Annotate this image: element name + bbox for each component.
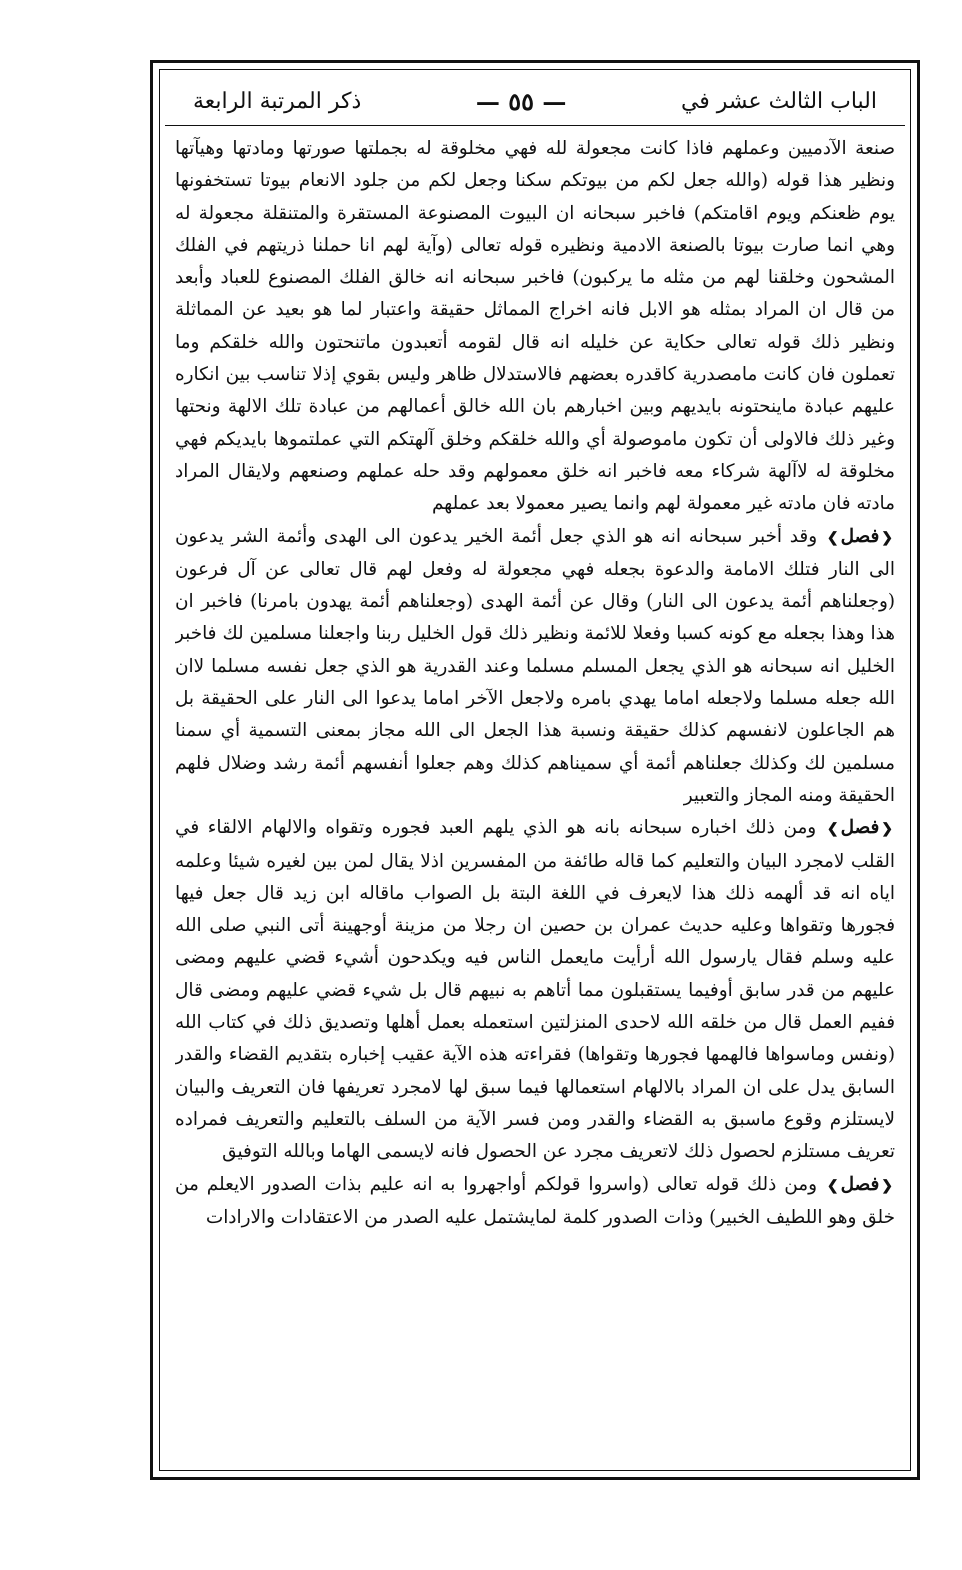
ornament-icon: ❮ bbox=[881, 529, 893, 546]
ornament-icon: ❯ bbox=[826, 529, 839, 546]
header-rule bbox=[165, 125, 905, 126]
section-marker bbox=[825, 526, 895, 547]
section-label: فصل bbox=[840, 525, 880, 547]
section bbox=[175, 1169, 895, 1235]
ornament-icon: ❮ bbox=[881, 1177, 893, 1194]
section-text: ومن ذلك قوله تعالى (واسروا قولكم أواجهروا به انه عليم بذات الصدور الايعلم من خلق وهو اللطيف الخبير) وذات الصدور كلمة لمايشتمل عليه الصدر من الاعتقادات والارادات bbox=[175, 1173, 895, 1228]
text-body bbox=[175, 133, 895, 1447]
paragraph: صنعة الآدميين وعملهم فاذا كانت مجعولة لله فهي مخلوقة له بجملتها صورتها ومادتها وهيآتها ونظير هذا قوله (والله جعل لكم من بيوتكم سكنا وجعل لكم من جلود الانعام بيوتا تستخفونها يوم ظعنكم ويوم اقامتكم) فاخبر سبحانه ان البيوت المصنوعة المستقرة والمتنقلة مجعولة له وهي انما صارت بيوتا بالصنعة الادمية ونظيره قوله تعالى (وآية لهم انا حملنا ذريتهم في الفلك المشحون وخلقنا لهم من مثله ما يركبون) فاخبر سبحانه انه خالق الفلك المصنوع للعباد وأبعد من قال ان المراد بمثله هو الابل فانه اخراج المماثل حقيقة واعتبار لما هو بعيد عن المماثلة ونظير ذلك قوله تعالى حكاية عن خليله انه قال لقومه أتعبدون ماتنحتون والله خلقكم وما تعملون فان كانت مامصدرية كاقدره بعضهم فالاستدلال ظاهر وليس بقوي إذلا تناسب بين انكاره عليهم عبادة ماينحتونه بايديهم وبين اخبارهم بان الله خالق أعمالهم من عبادة تلك الالهة ونحتها وغير ذلك فالاولى أن تكون ماموصولة أي والله خلقكم وخلق آلهتكم التي عملتموها بايديكم فهي مخلوقة له لاآلهة شركاء معه فاخبر انه خلق معمولهم وقد حله عملهم وصنعهم ولايقال المراد مادته فان مادته غير معمولة لهم وانما يصير معمولا بعد عملهم bbox=[175, 138, 895, 515]
ornament-icon: ❮ bbox=[881, 821, 893, 838]
section-marker bbox=[825, 1174, 895, 1195]
topic-title: ذكر المرتبة الرابعة bbox=[193, 88, 362, 114]
section-text: ومن ذلك اخباره سبحانه بانه هو الذي يلهم العبد فجوره وتقواه والالهام الالقاء في القلب لامجرد البيان والتعليم كما قاله طائفة من المفسرين اذلا يقال لمن بين لغيره شيئا وعلمه اياه انه قد ألهمه ذلك هذا لايعرف في اللغة البتة بل الصواب ماقاله ابن زيد قال جعل فيها فجورها وتقواها وعليه حديث عمران بن حصين ان رجلا من مزينة أوجهينة أتى النبي صلى الله عليه وسلم فقال يارسول الله أرأيت مايعمل الناس فيه ويكدحون أشيء قضي عليهم ومضى عليهم من قدر سابق أوفيما يستقبلون مما أتاهم به نبيهم قال بل شيء قضي عليهم ومضى قال ففيم العمل قال من خلقه الله لاحدى المنزلتين استعمله بعمل أهلها وتصديق ذلك في كتاب الله (ونفس وماسواها فالهمها فجورها وتقواها) فقراءته هذه الآية عقيب إخباره بتقديم القضاء والقدر السابق يدل على ان المراد بالالهام استعمالها فيما سبق لها لامجرد تعريفها فان التعريف والبيان لايستلزم وقوع ماسبق به القضاء والقدر ومن فسر الآية من السلف بالتعليم والتعريف فمراده تعريف مستلزم لحصول ذلك لاتعريف مجرد عن الحصول فانه لايسمى الهاما وبالله التوفيق bbox=[175, 817, 895, 1163]
ornament-icon: ❯ bbox=[826, 821, 839, 838]
page-frame bbox=[150, 60, 920, 1480]
section-label: فصل bbox=[840, 817, 880, 839]
ornament-icon: ❯ bbox=[826, 1177, 839, 1194]
section-marker bbox=[825, 817, 895, 838]
section bbox=[175, 812, 895, 1168]
chapter-title: الباب الثالث عشر في bbox=[680, 88, 877, 114]
section-label: فصل bbox=[840, 1173, 880, 1195]
section-text: وقد أخبر سبحانه انه هو الذي جعل أئمة الخير يدعون الى الهدى وأئمة الشر يدعون الى النار فتلك الامامة والدعوة بجعله فهي مجعولة له وفعل لهم قال تعالى عن آل فرعون (وجعلناهم أئمة يدعون الى النار) وقال عن أئمة الهدى (وجعلناهم أئمة يهدون بامرنا) فاخبر ان هذا وهذا بجعله مع كونه كسبا وفعلا للائمة ونظير ذلك قول الخليل ربنا واجعلنا مسلمين لك فاخبر الخليل انه سبحانه هو الذي يجعل المسلم مسلما وعند القدرية هو الذي جعل نفسه مسلما لاان الله جعله مسلما ولاجعله اماما يهدي بامره ولاجعل الآخر اماما يدعوا الى النار على الحقيقة بل هم الجاعلون لانفسهم كذلك حقيقة ونسبة هذا الجعل الى الله مجاز بمعنى التسمية أي سمنا مسلمين لك وكذلك جعلناهم أئمة أي سميناهم كذلك وهم جعلوا أنفسهم أئمة رشد وضلال فلهم الحقيقة ومنه المجاز والتعبير bbox=[175, 525, 895, 806]
page-number: — ٥٥ — bbox=[475, 86, 567, 116]
section bbox=[175, 521, 895, 813]
running-head bbox=[165, 81, 905, 121]
